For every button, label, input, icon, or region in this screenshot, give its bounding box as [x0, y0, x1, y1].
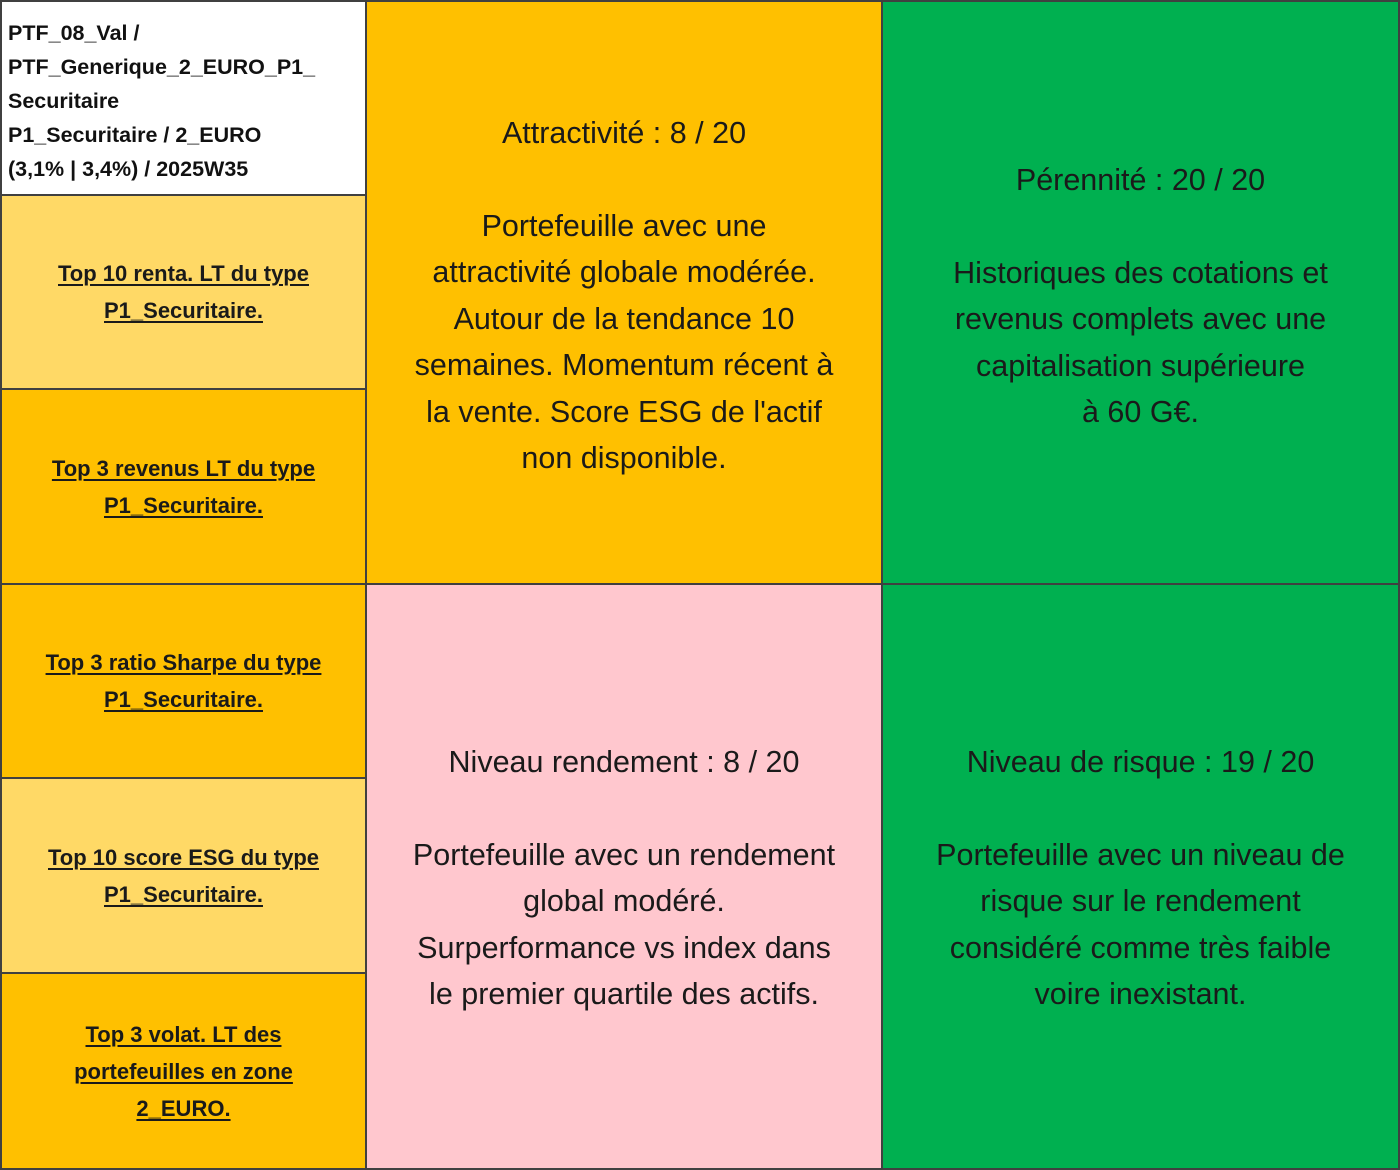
risque-panel	[881, 583, 1400, 1170]
perennite-title: Pérennité : 20 / 20	[1015, 163, 1266, 197]
perennite-panel	[881, 0, 1400, 585]
link-cell-top10-renta	[0, 194, 367, 390]
link-cell-top10-esg	[0, 777, 367, 974]
link-cell-top3-sharpe	[0, 583, 367, 779]
link-cell-top3-volat	[0, 972, 367, 1170]
risque-title: Niveau de risque : 19 / 20	[966, 745, 1315, 779]
attractivite-panel	[365, 0, 883, 585]
top10-esg-link[interactable]: Top 10 score ESG du type P1_Securitaire.	[48, 844, 319, 907]
top3-revenus-link[interactable]: Top 3 revenus LT du type P1_Securitaire.	[51, 455, 316, 518]
attractivite-title: Attractivité : 8 / 20	[501, 116, 747, 150]
risque-description: Portefeuille avec un niveau de risque sur le rendement considéré comme très faible voire inexistant.	[936, 837, 1345, 1011]
top3-sharpe-link[interactable]: Top 3 ratio Sharpe du type P1_Securitaire.	[45, 650, 322, 712]
rendement-description: Portefeuille avec un rendement global modéré. Surperformance vs index dans le premier quartile des actifs.	[412, 837, 836, 1011]
link-cell-top3-revenus	[0, 388, 367, 585]
rendement-title: Niveau rendement : 8 / 20	[448, 745, 800, 779]
attractivite-description: Portefeuille avec une attractivité globale modérée. Autour de la tendance 10 semaines. Momentum récent à la vente. Score ESG de l'actif non disponible.	[414, 208, 834, 475]
top10-renta-link[interactable]: Top 10 renta. LT du type P1_Securitaire.	[58, 261, 309, 323]
top3-volat-link[interactable]: Top 3 volat. LT des portefeuilles en zone 2_EURO.	[74, 1021, 293, 1121]
rendement-panel	[365, 583, 883, 1170]
perennite-description: Historiques des cotations et revenus complets avec une capitalisation supérieure à 60 G€.	[953, 255, 1328, 429]
portfolio-header: PTF_08_Val / PTF_Generique_2_EURO_P1_ Securitaire P1_Securitaire / 2_EURO (3,1% | 3,4%) / 2025W35	[0, 0, 367, 196]
